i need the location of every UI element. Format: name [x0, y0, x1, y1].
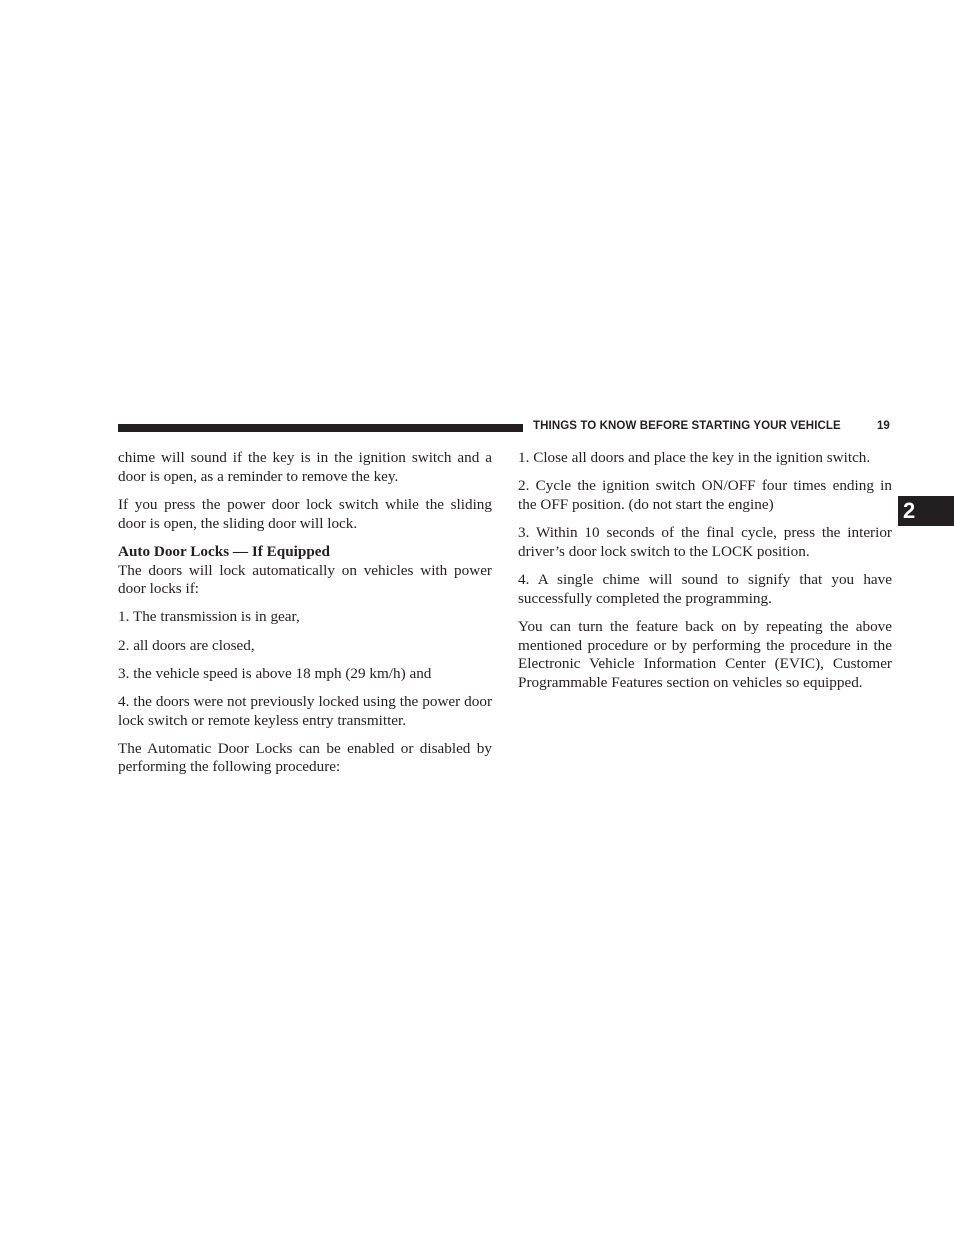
page-number: 19 — [877, 420, 890, 432]
section-heading: Auto Door Locks — If Equipped — [118, 542, 330, 560]
paragraph: You can turn the feature back on by repeating the above mentioned procedure or by performing the procedure in the Electronic Vehicle Information Center (EVIC), Customer Programmable Features section on vehicles so equipped. — [518, 617, 892, 692]
left-column — [118, 449, 492, 787]
list-item: 4. A single chime will sound to signify that you have successfully completed the programming. — [518, 570, 892, 607]
list-item: 2. all doors are closed, — [118, 636, 255, 654]
paragraph: The Automatic Door Locks can be enabled or disabled by performing the following procedure: — [118, 739, 492, 776]
right-column — [518, 449, 892, 702]
section-title: THINGS TO KNOW BEFORE STARTING YOUR VEHICLE — [533, 420, 841, 432]
paragraph: If you press the power door lock switch while the sliding door is open, the sliding door will lock. — [118, 495, 492, 532]
paragraph: The doors will lock automatically on vehicles with power door locks if: — [118, 561, 492, 598]
header-rule — [118, 424, 523, 432]
list-item: 1. Close all doors and place the key in the ignition switch. — [518, 449, 871, 466]
list-item: 1. The transmission is in gear, — [118, 608, 300, 626]
list-item: 3. the vehicle speed is above 18 mph (29 km/h) and — [118, 664, 432, 682]
list-item: 2. Cycle the ignition switch ON/OFF four times ending in the OFF position. (do not start the engine) — [518, 477, 892, 513]
list-item: 3. Within 10 seconds of the final cycle, press the interior driver’s door lock switch to the LOCK position. — [518, 523, 892, 560]
paragraph: chime will sound if the key is in the ignition switch and a door is open, as a reminder to remove the key. — [118, 449, 492, 485]
list-item: 4. the doors were not previously locked using the power door lock switch or remote keyless entry transmitter. — [118, 692, 492, 729]
chapter-tab: 2 — [898, 496, 954, 526]
